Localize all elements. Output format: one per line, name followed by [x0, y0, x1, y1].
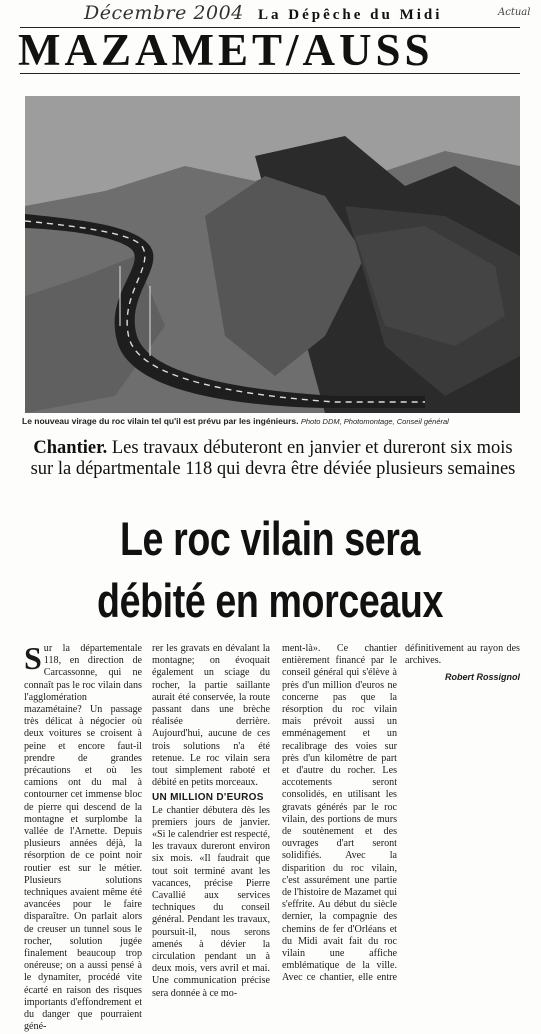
column-3-flow [282, 643, 520, 997]
handwritten-date: Décembre 2004 [84, 2, 244, 24]
article-author: Robert Rossignol [444, 672, 520, 683]
header-rule-bottom [20, 73, 520, 74]
article-kicker [28, 438, 518, 480]
road-photomontage [25, 96, 520, 413]
column-2-text-a: rer les gravats en dévalant la montagne; on évoquait également un sciage du rocher, la partie saillante aurait été conservée, la route passant dans une brèche réalisée derrière. Aujourd'hui, aucune de ces trois solutions n'a été retenue. Le roc vilain sera tout simplement raboté et débité en petits morceaux. [152, 643, 270, 789]
photomontage-image [25, 96, 520, 413]
photo-caption [22, 416, 522, 427]
article-headline [70, 508, 470, 632]
article-column-1 [24, 640, 142, 1034]
drop-cap: S [24, 640, 42, 676]
article-column-2 [152, 643, 270, 1000]
kicker-lead: Chantier. [33, 438, 108, 458]
headline-line-2: débité en morceaux [97, 574, 443, 627]
column-3-text: ment-là». Ce chantier entièrement financé par le conseil général qui s'élève à près d'un million d'euros ne concerne pas que la résorption du roc vilain mais prévoit aussi un emménagement et un recalibrage des voies sur près d'un kilomètre de part et d'autre du rocher. Les accotements seront consolidés, en utilisant les gravats générés par le roc vilain, des portions de murs de soutènement et des ouvrages d'art seront solidifiés. Avec la disparition du roc vilain, c'est assurément une partie de l'histoire de Mazamet qui s'effrite. Au début du siècle dernier, la compagnie des chemins de fer d'Orléans et du Midi avait fait du roc vilain une affiche emblématique de la ville. Avec ce chantier, elle entre définitivement au rayon des archives. [282, 643, 520, 984]
kicker-text: Les travaux débuteront en janvier et dureront six mois sur la départmentale 118 qui devra être déviée plusieurs semaines [30, 438, 516, 479]
article-subhead: UN MILLION D'EUROS [152, 792, 264, 804]
corner-note: Actual [498, 7, 531, 18]
headline-line-1: Le roc vilain sera [119, 512, 421, 565]
column-2-text-b: Le chantier débutera dès les premiers jours de janvier. «Si le calendrier est respecté, les travaux dureront environ six mois. «Il faudrait que tout soit terminé avant les vacances, précise Pierre Cavallié aux services techniques du conseil général. Pendant les travaux, poursuit-il, nous serons amenés à dévier la circulation pendant un à deux mois, vers avril et mai. Une communication précise sera donnée à ce mo- [152, 804, 270, 999]
article-column-3 [282, 643, 520, 997]
caption-text: Le nouveau virage du roc vilain tel qu'il est prévu par les ingénieurs. [22, 416, 299, 426]
section-title: MAZAMET/AUSS [18, 26, 434, 74]
newspaper-name: La Dépêche du Midi [258, 7, 443, 23]
caption-credit: Photo DDM, Photomontage, Conseil général [300, 417, 449, 426]
column-1-text: ur la départementale 118, en direction de Carcassonne, qui ne connaît pas le roc vilain dans l'agglomération mazamétaine? Un passage très délicat à négocier où deux voitures se croisent à peine et encore faut-il prendre de grandes précautions et où les camions ont du mal à contourner cet immense bloc de pierre qui descend de la montagne et surplombe la vallée de l'Arnette. Depuis plusieurs années déjà, la résorption de ce point noir routier est sur le métier. Plusieurs solutions techniques avaient même été avancées pour le faire disparaître. On parlait alors de creuser un tunnel sous le rocher, solution jugée finalement beaucoup trop onéreuse; on a aussi pensé à le dynamiter, procédé vite écarté en raison des risques importants d'effondrement et du danger que pourraient géné- [24, 643, 142, 1033]
